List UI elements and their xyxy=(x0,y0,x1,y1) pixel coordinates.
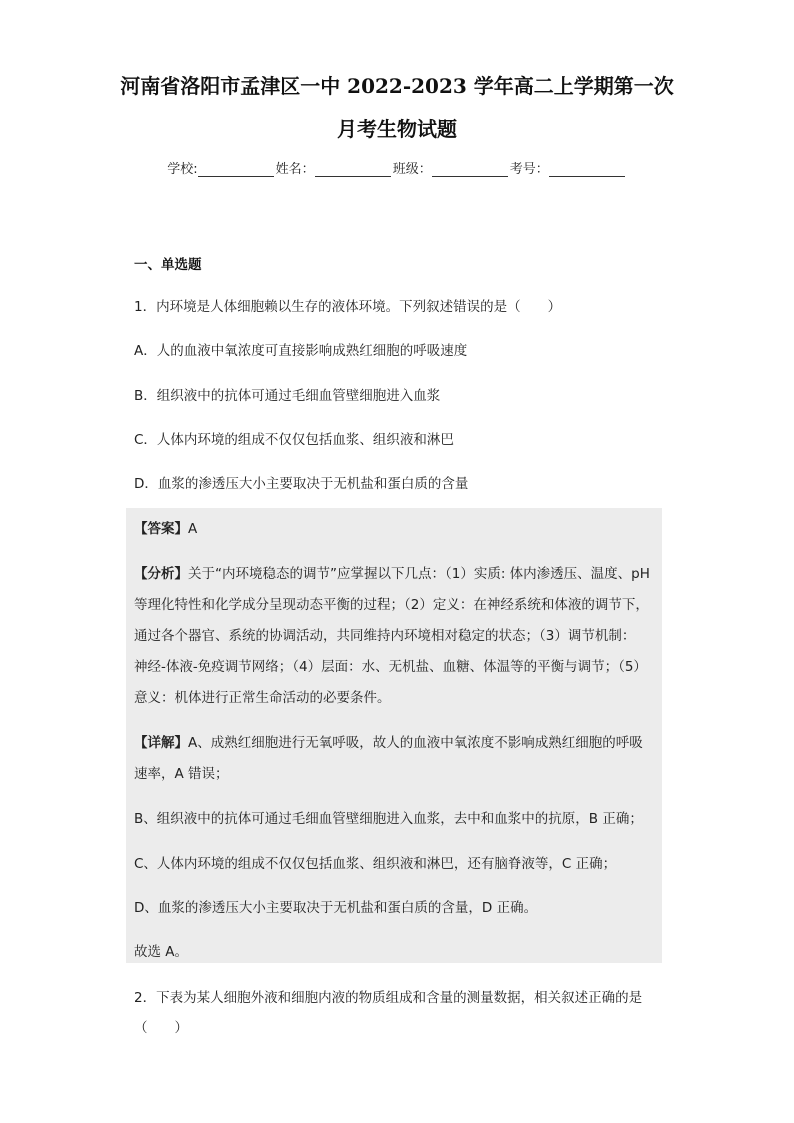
question-1-option-d: D．血浆的渗透压大小主要取决于无机盐和蛋白质的含量 xyxy=(134,476,469,492)
detail-text: A、成熟红细胞进行无氧呼吸，故人的血液中氧浓度不影响成熟红细胞的呼吸 xyxy=(188,735,643,751)
detail-line-2: 速率，A 错误； xyxy=(134,766,229,782)
analysis-line-1 xyxy=(134,562,650,582)
question-1-option-a: A．人的血液中氧浓度可直接影响成熟红细胞的呼吸速度 xyxy=(134,343,468,359)
class-label: 班级： xyxy=(392,162,432,177)
analysis-text: 关于“内环境稳态的调节”应掌握以下几点：（1）实质: 体内渗透压、温度、pH xyxy=(188,566,650,582)
student-info-row xyxy=(0,158,794,177)
question-1-stem: 1．内环境是人体细胞赖以生存的液体环境。下列叙述错误的是（ ） xyxy=(134,299,562,315)
section-title: 一、单选题 xyxy=(134,257,202,273)
analysis-line-2: 等理化特性和化学成分呈现动态平衡的过程；（2）定义：在神经系统和体液的调节下， xyxy=(134,597,649,613)
detail-line-1 xyxy=(134,731,643,751)
answer-label: 【答案】 xyxy=(134,521,188,537)
name-label: 姓名： xyxy=(275,162,315,177)
school-label: 学校: xyxy=(167,162,198,177)
analysis-label: 【分析】 xyxy=(134,566,188,582)
school-blank xyxy=(198,162,274,177)
question-2-stem-line-2: （ ） xyxy=(134,1020,188,1036)
question-1-option-c: C．人体内环境的组成不仅仅包括血浆、组织液和淋巴 xyxy=(134,432,454,448)
answer-row xyxy=(134,517,197,537)
detail-line-4: C、人体内环境的组成不仅仅包括血浆、组织液和淋巴，还有脑脊液等，C 正确； xyxy=(134,856,617,872)
number-blank xyxy=(549,162,625,177)
number-label: 考号： xyxy=(509,162,549,177)
detail-line-3: B、组织液中的抗体可通过毛细血管壁细胞进入血浆，去中和血浆中的抗原，B 正确； xyxy=(134,811,643,827)
detail-label: 【详解】 xyxy=(134,735,188,751)
analysis-line-5: 意义：机体进行正常生命活动的必要条件。 xyxy=(134,690,391,706)
question-2-stem-line-1: 2．下表为某人细胞外液和细胞内液的物质组成和含量的测量数据，相关叙述正确的是 xyxy=(134,990,643,1006)
detail-line-5: D、血浆的渗透压大小主要取决于无机盐和蛋白质的含量，D 正确。 xyxy=(134,900,538,916)
class-blank xyxy=(432,162,508,177)
exam-title-line-2: 月考生物试题 xyxy=(337,117,457,141)
answer-value: A xyxy=(188,521,198,537)
exam-title-line-1: 河南省洛阳市孟津区一中 2022-2023 学年高二上学期第一次 xyxy=(120,74,674,98)
analysis-line-4: 神经-体液-免疫调节网络；（4）层面：水、无机盐、血糖、体温等的平衡与调节；（5） xyxy=(134,659,647,675)
name-blank xyxy=(315,162,391,177)
detail-line-6: 故选 A。 xyxy=(134,944,189,960)
question-1-option-b: B．组织液中的抗体可通过毛细血管壁细胞进入血浆 xyxy=(134,388,441,404)
analysis-line-3: 通过各个器官、系统的协调活动，共同维持内环境相对稳定的状态；（3）调节机制： xyxy=(134,628,636,644)
